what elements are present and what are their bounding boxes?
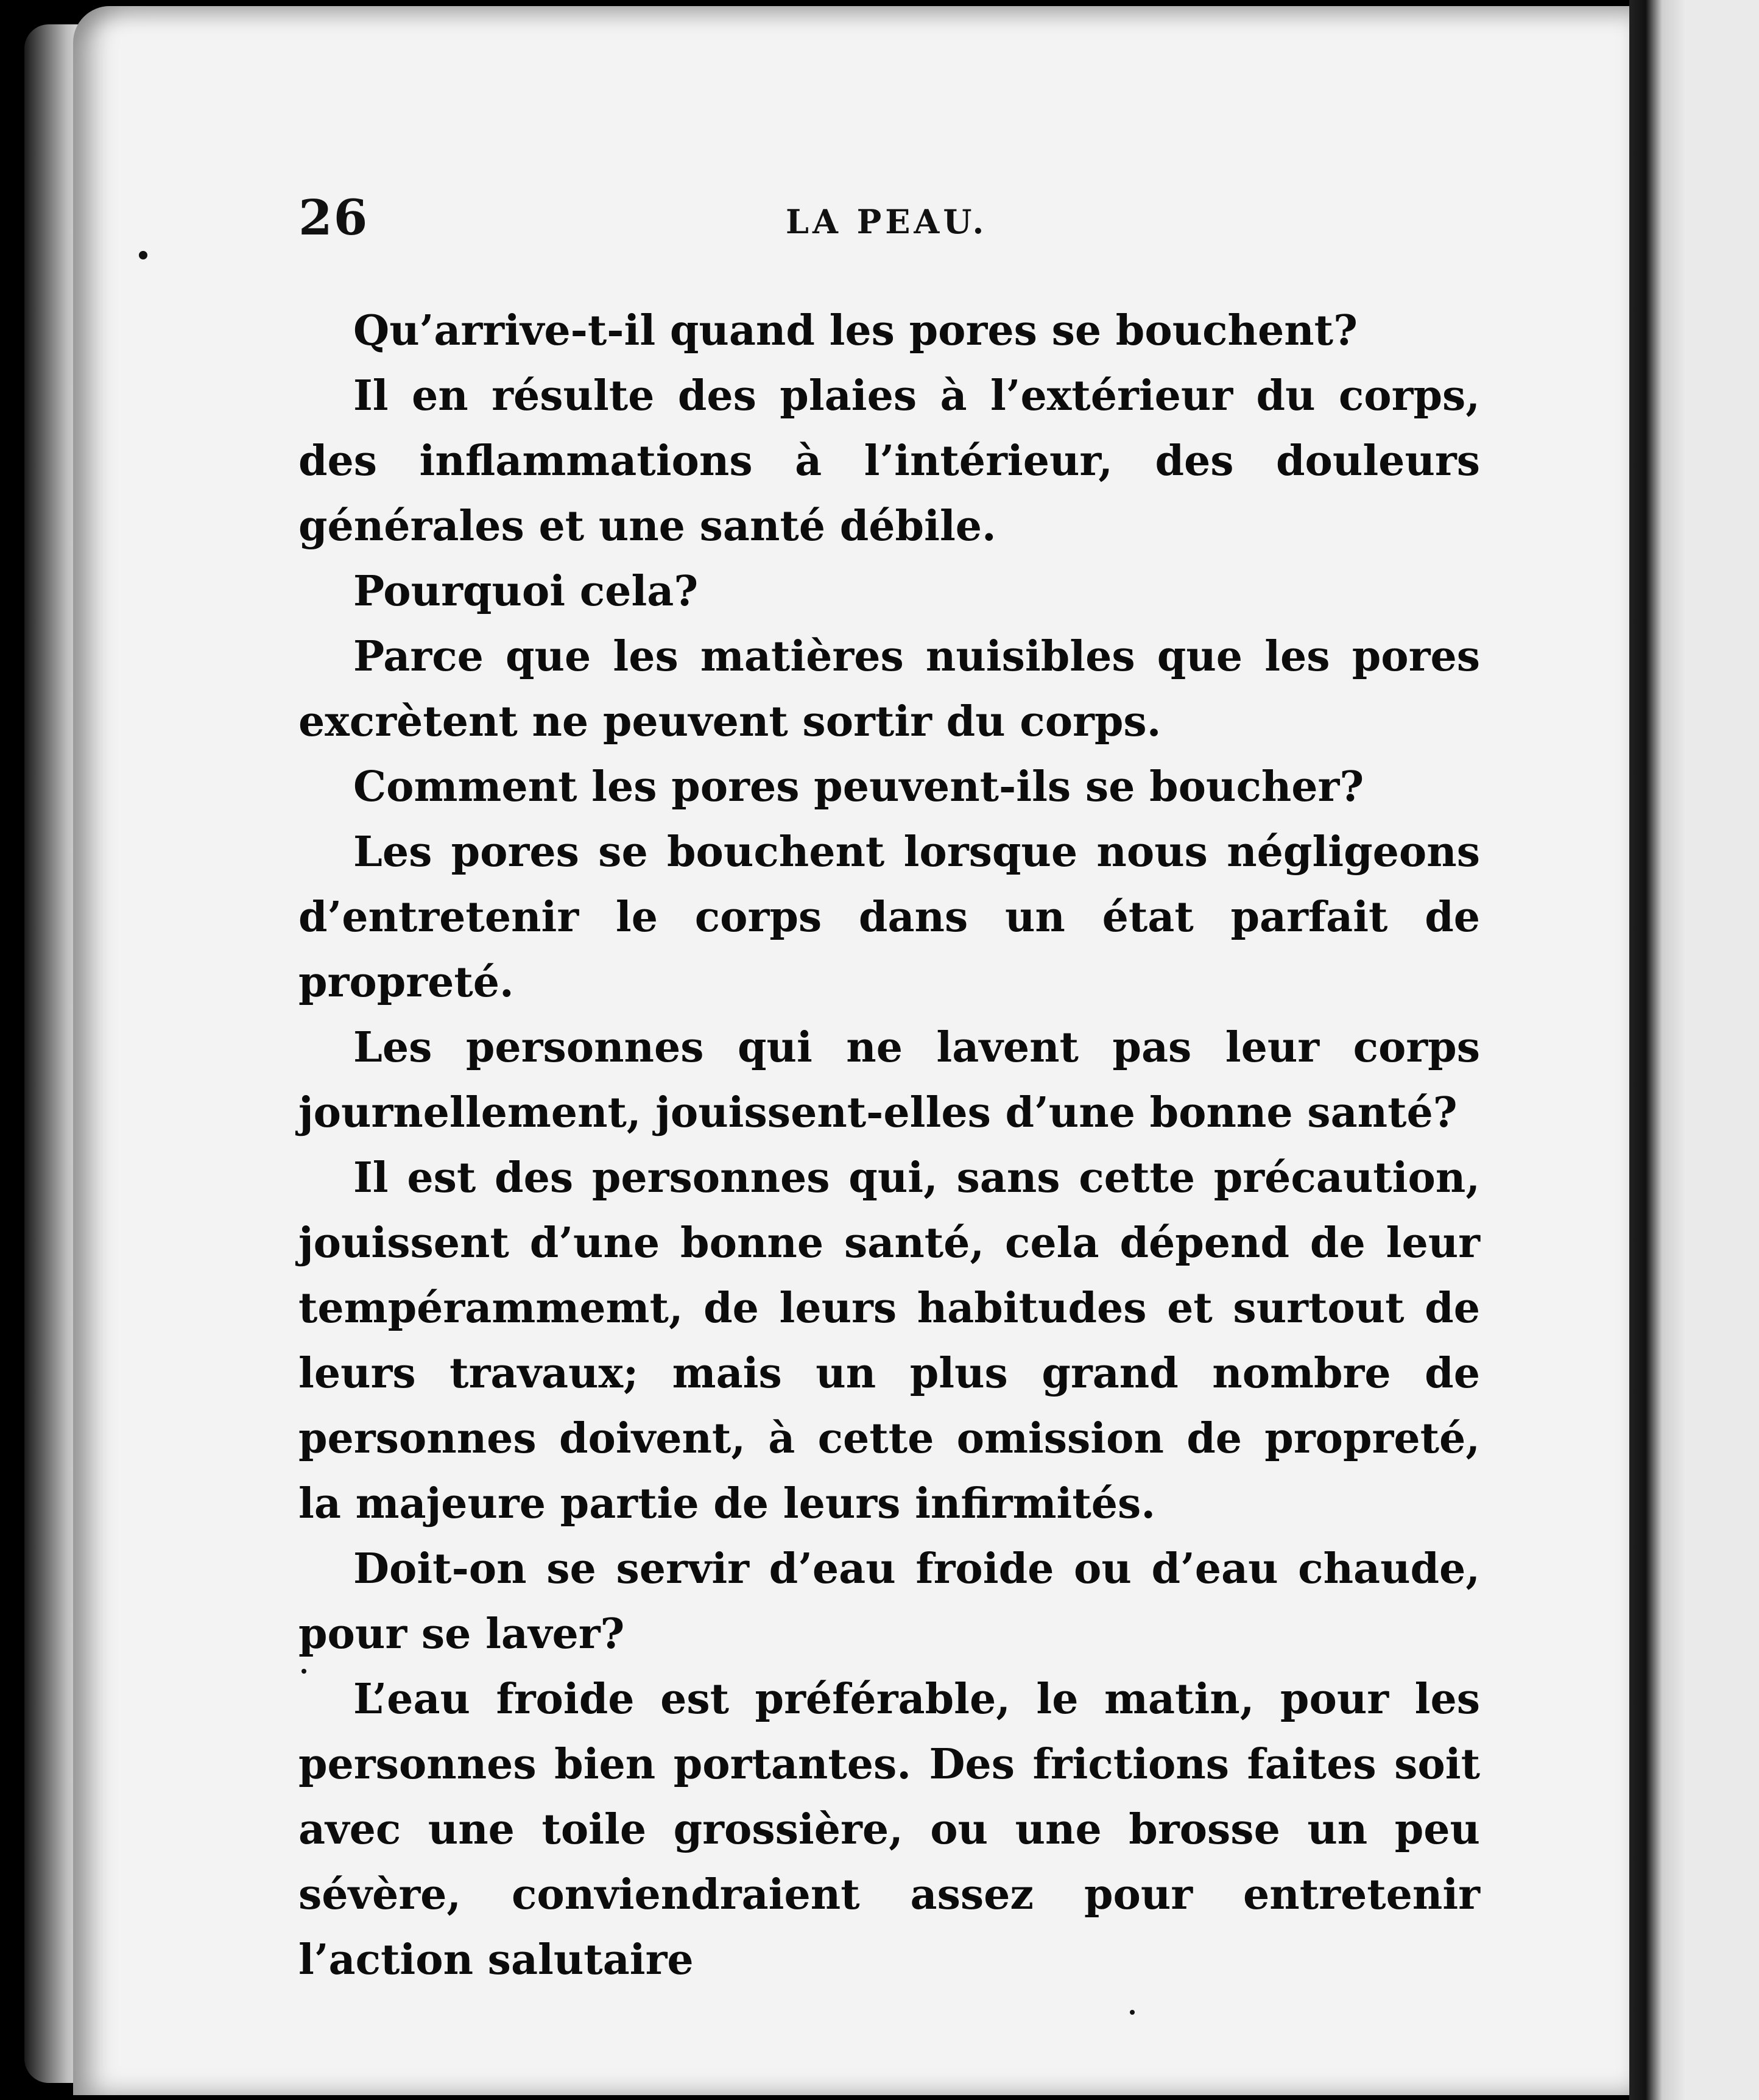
scan-speck	[1130, 2010, 1135, 2015]
paragraph-question: Les personnes qui ne lavent pas leur corps journellement, jouissent-elles d’une bonne santé?	[298, 1023, 1480, 1137]
page-gutter	[1629, 0, 1684, 2100]
paragraph-answer: Il en résulte des plaies à l’extérieur du corps, des inflammations à l’intérieur, des douleurs générales et une santé débile.	[298, 372, 1480, 551]
paragraph-question: Pourquoi cela?	[353, 567, 699, 616]
paragraph-answer: Parce que les matières nuisibles que les pores excrètent ne peuvent sortir du corps.	[298, 632, 1480, 746]
paragraph-question: Doit-on se servir d’eau froide ou d’eau chaude, pour se laver?	[298, 1545, 1480, 1658]
facing-page-edge	[1684, 0, 1759, 2100]
running-head: LA PEAU.	[786, 202, 988, 241]
paragraph-question: Qu’arrive-t-il quand les pores se bouchent?	[353, 306, 1358, 355]
paragraph-answer: L’eau froide est préférable, le matin, pour les personnes bien portantes. Des frictions faites soit avec une toile grossière, ou une brosse un peu sévère, conviendraient assez pour entretenir l’action salutaire	[298, 1675, 1480, 1984]
scan-speck	[301, 1669, 306, 1674]
body-text	[298, 298, 1480, 1993]
paragraph-question: Comment les pores peuvent-ils se boucher?	[353, 763, 1364, 811]
scan-speck	[139, 251, 147, 259]
page-header	[298, 189, 1486, 250]
paragraph-answer: Il est des personnes qui, sans cette précaution, jouissent d’une bonne santé, cela dépend de leur tempérammemt, de leurs habitudes et surtout de leurs travaux; mais un plus grand nombre de personnes doivent, à cette omission de propreté, la majeure partie de leurs infirmités.	[298, 1154, 1480, 1528]
paragraph-answer: Les pores se bouchent lorsque nous négligeons d’entretenir le corps dans un état parfait de propreté.	[298, 828, 1480, 1007]
page-number: 26	[298, 189, 369, 246]
